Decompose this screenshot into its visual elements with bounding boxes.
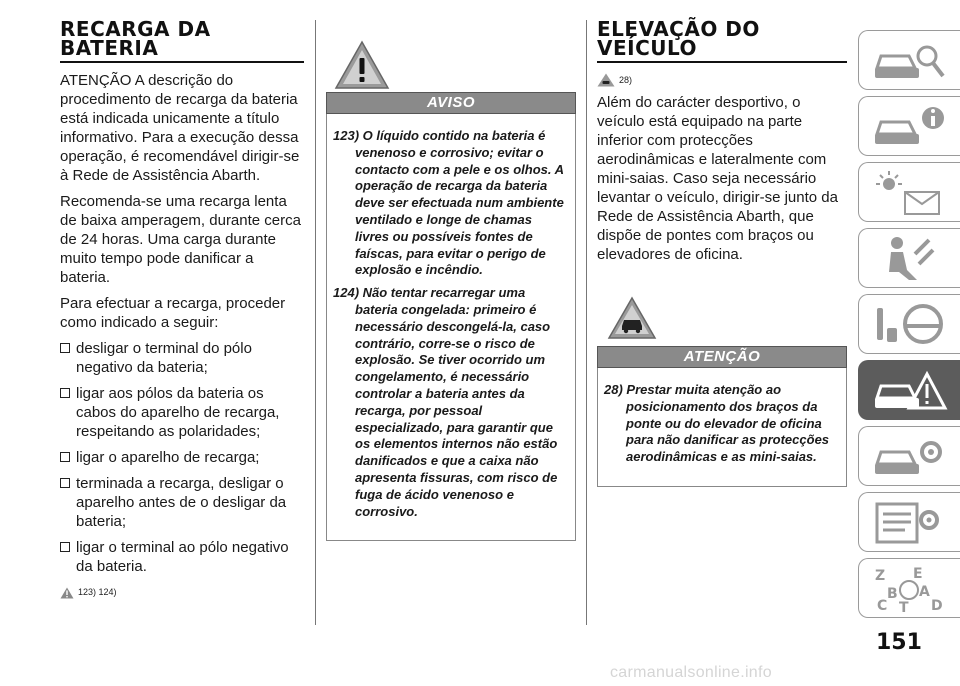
paragraph: Para efectuar a recarga, proceder como indicado a seguir:: [60, 295, 286, 331]
warning-column: [326, 20, 576, 541]
technical-data-icon: [869, 498, 949, 548]
tab-safety[interactable]: [858, 228, 960, 288]
vehicle-lifting-section: [597, 17, 847, 487]
warning-triangle-icon: [334, 40, 390, 90]
list-item: ligar o terminal ao pólo negativo da bateria.: [60, 538, 304, 576]
section-heading: [60, 17, 304, 63]
list-item: desligar o terminal do pólo negativo da bateria;: [60, 339, 304, 377]
tab-starting-driving[interactable]: [858, 294, 960, 354]
heading-line: RECARGA DA: [60, 17, 211, 41]
index-letter: A: [919, 584, 930, 600]
tab-safety-info[interactable]: [858, 96, 960, 156]
maintenance-icon: [869, 432, 949, 482]
paragraph: ATENÇÃO A descrição do procedimento de recarga da bateria está indicada unicamente a título informativo. Para a execução dessa operação, é recomendável dirigir-se à Rede de Assistência Abarth.: [60, 72, 300, 184]
caution-banner: ATENÇÃO: [597, 346, 847, 368]
list-item: terminada a recarga, desligar o aparelho antes de o desligar da bateria;: [60, 474, 304, 531]
tab-maintenance[interactable]: [858, 426, 960, 486]
tab-technical-data[interactable]: [858, 492, 960, 552]
tab-index[interactable]: [858, 558, 960, 618]
heading-line: ELEVAÇÃO DO: [597, 17, 760, 41]
index-letter: E: [913, 566, 923, 582]
steps-list: [60, 339, 304, 576]
section-heading: [597, 17, 847, 63]
tab-emergency[interactable]: [858, 360, 960, 420]
list-item: ligar aos pólos da bateria os cabos do aparelho de recarga, respeitando as polaridades;: [60, 384, 304, 441]
caution-reference: [597, 73, 847, 87]
list-item: ligar o aparelho de recarga;: [60, 448, 304, 467]
heading-line: VEÍCULO: [597, 36, 698, 60]
emergency-icon: [869, 366, 949, 416]
warning-item: 124) Não tentar recarregar uma bateria congelada: primeiro é necessário descongelá-la, caso contrário, corre-se o risco de explosão. Se tiver ocorrido um congelamento, é necessário controlar a bateria antes da recarga, por pessoal especializado, para garantir que os elementos internos não estão danificados e que a caixa não apresenta fissuras, com risco de fuga de ácido venenoso e corrosivo.: [333, 285, 558, 519]
reference-number: 28): [619, 75, 633, 85]
checkbox-bullet-icon: [60, 388, 70, 398]
battery-recharge-section: [60, 17, 304, 602]
heading-line: BATERIA: [60, 36, 159, 60]
page-number: 151: [876, 630, 922, 655]
watermark: carmanualsonline.info: [610, 664, 772, 681]
warning-item: 123) O líquido contido na bateria é venenoso e corrosivo; evitar o contacto com a pele e os olhos. A operação de recarga da bateria deve ser efectuada num ambiente ventilado e longe de chamas livres ou possíveis fontes de faíscas, para evitar o perigo de explosão e incêndio.: [333, 128, 564, 278]
column-divider: [315, 20, 316, 625]
tab-dashboard[interactable]: [858, 162, 960, 222]
chapter-tabs: [858, 30, 960, 624]
index-icon: [869, 564, 949, 614]
tab-knowing-car[interactable]: [858, 30, 960, 90]
dashboard-lights-icon: [869, 168, 949, 218]
small-warning-icon: [60, 587, 74, 599]
column-divider: [586, 20, 587, 625]
index-letter: Z: [875, 568, 886, 584]
index-letter: D: [931, 598, 943, 614]
index-letter: B: [887, 586, 898, 602]
warning-references: [60, 583, 304, 602]
airbag-seat-icon: [869, 234, 949, 284]
car-info-icon: [869, 102, 949, 152]
index-letter: C: [877, 598, 888, 614]
checkbox-bullet-icon: [60, 478, 70, 488]
caution-car-triangle-icon: [607, 296, 657, 340]
checkbox-bullet-icon: [60, 343, 70, 353]
index-letter: T: [899, 600, 909, 614]
caution-item: 28) Prestar muita atenção ao posicionamento dos braços da ponte ou do elevador de oficina para não danificar as protecções aerodinâmicas e as mini-saias.: [604, 382, 830, 465]
reference-numbers: 123) 124): [78, 587, 117, 597]
paragraph: Recomenda-se uma recarga lenta de baixa amperagem, durante cerca de 24 horas. Uma carga durante muito tempo pode danificar a bateria.: [60, 193, 301, 286]
warning-box: [326, 114, 576, 541]
paragraph: Além do carácter desportivo, o veículo está equipado na parte inferior com protecções aerodinâmicas e lateralmente com mini-saias. Caso seja necessário levantar o veículo, dirigir-se junto da Rede de Assistência Abarth, que dispõe de pontes com braços ou elevadores de oficina.: [597, 94, 838, 263]
caution-box: [597, 368, 847, 487]
starting-driving-icon: [869, 300, 949, 350]
checkbox-bullet-icon: [60, 452, 70, 462]
car-search-icon: [869, 36, 949, 86]
warning-banner: AVISO: [326, 92, 576, 114]
small-caution-car-icon: [597, 73, 615, 87]
checkbox-bullet-icon: [60, 542, 70, 552]
section-body: [60, 71, 304, 602]
